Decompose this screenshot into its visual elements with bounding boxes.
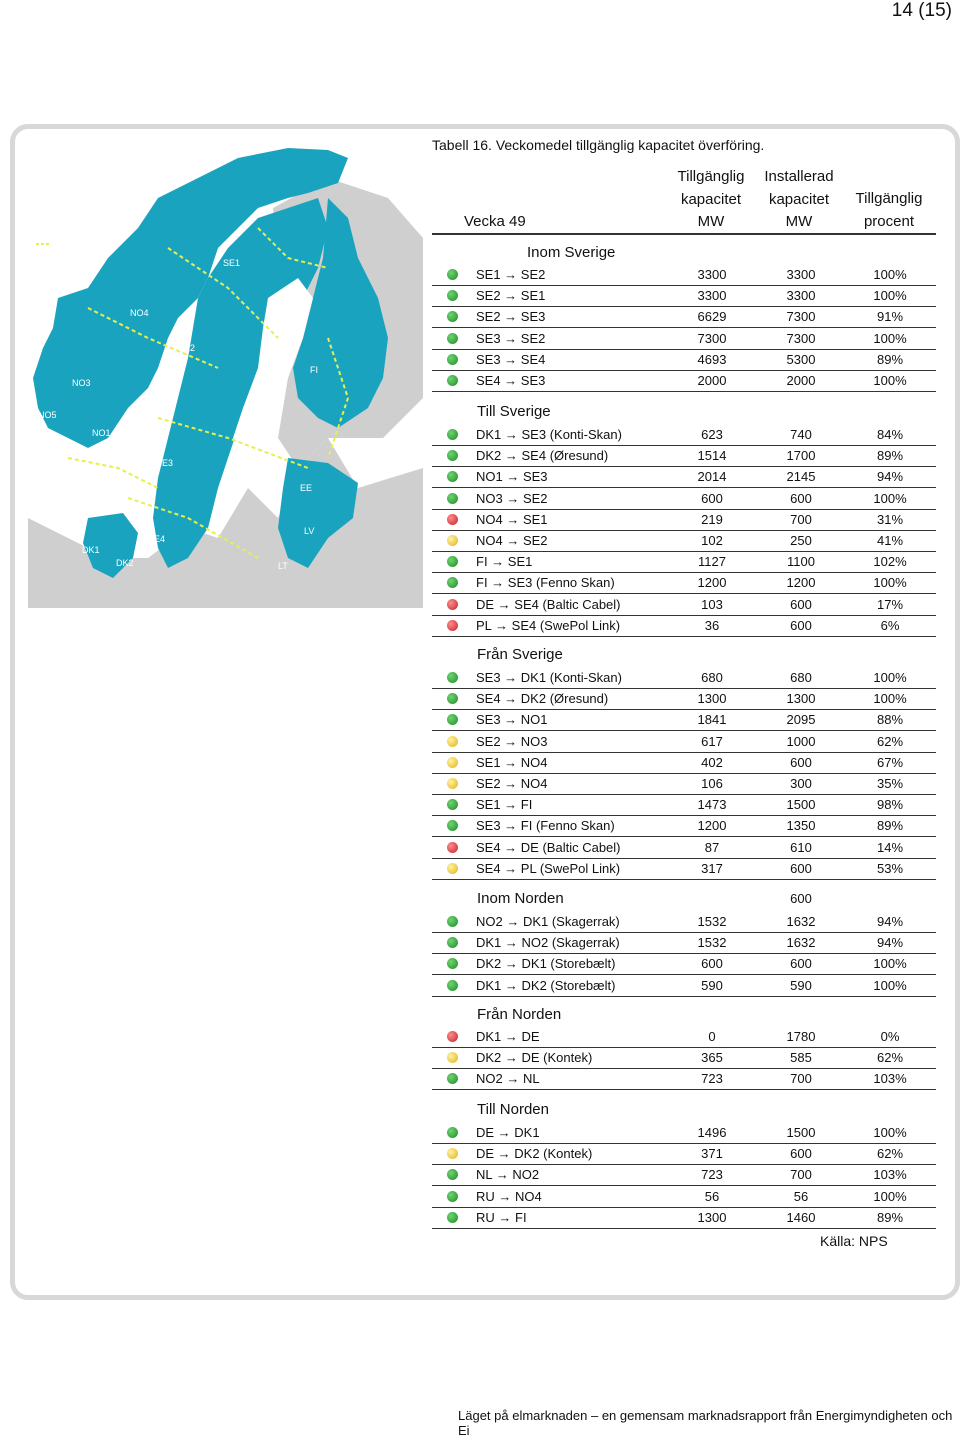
status-green-icon bbox=[447, 799, 458, 810]
table-row bbox=[432, 595, 936, 616]
connection-label: SE3 → SE2 bbox=[476, 330, 546, 346]
available-percent-cell: 53% bbox=[876, 860, 904, 876]
connection-label: SE4 → SE3 bbox=[476, 373, 546, 388]
status-green-icon bbox=[447, 556, 458, 567]
status-yellow-icon bbox=[447, 535, 458, 546]
available-percent-cell: 100% bbox=[873, 670, 907, 685]
installed-capacity-cell: 5300 bbox=[786, 351, 816, 367]
available-capacity-cell: 3300 bbox=[697, 267, 727, 282]
status-yellow-icon bbox=[447, 736, 458, 747]
available-capacity-cell: 4693 bbox=[697, 351, 727, 367]
connection-label: DE → DK1 bbox=[476, 1125, 540, 1140]
installed-capacity-cell: 56 bbox=[793, 1188, 809, 1204]
available-capacity-cell: 600 bbox=[701, 490, 723, 506]
installed-capacity-cell: 1300 bbox=[786, 691, 816, 707]
installed-capacity-cell: 1632 bbox=[786, 935, 816, 951]
available-percent-cell: 89% bbox=[876, 351, 904, 367]
connection-label: DE → DK2 (Kontek) bbox=[476, 1146, 593, 1162]
installed-capacity-cell: 1350 bbox=[786, 818, 816, 834]
available-capacity-cell: 623 bbox=[701, 427, 723, 442]
connection-label: DK1 → SE3 (Konti-Skan) bbox=[476, 427, 622, 442]
status-red-icon bbox=[447, 599, 458, 610]
connection-label: SE4 → DK2 (Øresund) bbox=[476, 691, 609, 707]
available-percent-cell: 100% bbox=[873, 956, 907, 972]
installed-capacity-cell: 1100 bbox=[787, 554, 815, 570]
installed-capacity-cell: 700 bbox=[790, 1167, 812, 1183]
installed-capacity-cell: 610 bbox=[790, 839, 812, 855]
available-percent-cell: 0% bbox=[880, 1029, 900, 1044]
section-title: Från Sverige bbox=[477, 646, 563, 663]
available-percent-cell: 100% bbox=[873, 691, 907, 707]
header-week: Vecka 49 bbox=[464, 213, 526, 230]
connection-label: FI → SE3 (Fenno Skan) bbox=[476, 575, 615, 591]
installed-capacity-cell: 740 bbox=[790, 427, 812, 442]
table-row bbox=[432, 350, 936, 371]
connection-label: SE4 → PL (SwePol Link) bbox=[476, 860, 621, 876]
table-row bbox=[432, 489, 936, 510]
table-row bbox=[432, 859, 936, 880]
section-title: Till Norden bbox=[477, 1101, 549, 1118]
connection-label: DK1 → NO2 (Skagerrak) bbox=[476, 935, 620, 951]
available-percent-cell: 94% bbox=[876, 914, 904, 929]
available-capacity-cell: 1532 bbox=[697, 914, 727, 929]
available-capacity-cell: 87 bbox=[704, 839, 720, 855]
table-row bbox=[432, 1165, 936, 1186]
status-red-icon bbox=[447, 842, 458, 853]
available-percent-cell: 84% bbox=[876, 427, 904, 442]
connection-label: SE3 → SE4 bbox=[476, 351, 546, 367]
available-capacity-cell: 56 bbox=[704, 1188, 720, 1204]
installed-capacity-cell: 250 bbox=[790, 533, 812, 548]
table-row bbox=[432, 912, 936, 933]
status-green-icon bbox=[447, 471, 458, 482]
installed-capacity-cell: 600 bbox=[790, 956, 812, 972]
section-title: Till Sverige bbox=[477, 403, 551, 420]
connection-label: DK2 → SE4 (Øresund) bbox=[476, 448, 609, 464]
available-percent-cell: 31% bbox=[876, 511, 904, 527]
available-capacity-cell: 2000 bbox=[697, 373, 727, 388]
status-green-icon bbox=[447, 269, 458, 280]
available-capacity-cell: 1300 bbox=[697, 1209, 727, 1225]
table-row bbox=[432, 753, 936, 774]
available-percent-cell: 100% bbox=[873, 1125, 907, 1140]
connection-label: NL → NO2 bbox=[476, 1167, 540, 1183]
map-label-ee: EE bbox=[300, 483, 313, 493]
table-row bbox=[432, 1144, 936, 1165]
available-capacity-cell: 1473 bbox=[697, 797, 727, 813]
installed-capacity-cell: 3300 bbox=[786, 267, 816, 282]
status-red-icon bbox=[447, 514, 458, 525]
connection-label: SE1 → SE2 bbox=[476, 267, 546, 282]
table-row bbox=[432, 1187, 936, 1208]
table-row bbox=[432, 510, 936, 531]
available-percent-cell: 88% bbox=[876, 712, 904, 728]
installed-capacity-cell: 700 bbox=[790, 1071, 812, 1087]
available-capacity-cell: 1514 bbox=[697, 448, 727, 464]
status-green-icon bbox=[447, 375, 458, 386]
connection-label: SE4 → DE (Baltic Cabel) bbox=[476, 839, 621, 855]
installed-capacity-cell: 590 bbox=[790, 977, 812, 993]
available-capacity-cell: 0 bbox=[708, 1029, 716, 1044]
installed-capacity-cell: 1632 bbox=[786, 914, 816, 929]
installed-capacity-cell: 600 bbox=[790, 1146, 812, 1162]
available-capacity-cell: 723 bbox=[701, 1071, 723, 1087]
installed-capacity-cell: 1200 bbox=[786, 575, 816, 591]
table-row bbox=[432, 954, 936, 975]
installed-capacity-cell: 600 bbox=[790, 490, 812, 506]
connection-label: DK1 → DE bbox=[476, 1029, 540, 1044]
installed-capacity-cell: 2145 bbox=[786, 469, 816, 485]
connection-label: SE2 → NO4 bbox=[476, 776, 548, 791]
connection-label: RU → NO4 bbox=[476, 1188, 542, 1204]
installed-capacity-cell: 7300 bbox=[786, 330, 816, 346]
available-percent-cell: 89% bbox=[876, 818, 904, 834]
available-percent-cell: 62% bbox=[876, 733, 904, 749]
available-percent-cell: 17% bbox=[876, 596, 904, 612]
status-green-icon bbox=[447, 333, 458, 344]
table-row bbox=[432, 689, 936, 710]
status-green-icon bbox=[447, 714, 458, 725]
connection-label: SE1 → FI bbox=[476, 797, 533, 813]
status-green-icon bbox=[447, 1169, 458, 1180]
available-capacity-cell: 219 bbox=[701, 511, 723, 527]
table-row bbox=[432, 573, 936, 594]
available-capacity-cell: 680 bbox=[701, 670, 723, 685]
available-capacity-cell: 2014 bbox=[697, 469, 727, 485]
available-capacity-cell: 1841 bbox=[697, 712, 727, 728]
table-row bbox=[432, 795, 936, 816]
map-legend: Överföringsnät bbox=[53, 242, 99, 249]
available-capacity-cell: 600 bbox=[701, 956, 723, 972]
available-percent-cell: 89% bbox=[876, 448, 904, 464]
status-green-icon bbox=[447, 937, 458, 948]
connection-label: DK1 → DK2 (Storebælt) bbox=[476, 977, 616, 993]
source-note: Källa: NPS bbox=[820, 1233, 888, 1249]
table-row bbox=[432, 531, 936, 552]
table-row bbox=[432, 1208, 936, 1229]
table-row bbox=[432, 933, 936, 954]
available-capacity-cell: 365 bbox=[701, 1050, 723, 1066]
map-label-se4: SE4 bbox=[148, 534, 166, 544]
table-row bbox=[432, 425, 936, 446]
available-capacity-cell: 723 bbox=[701, 1167, 723, 1183]
available-capacity-cell: 402 bbox=[701, 754, 723, 770]
map-label-lv: LV bbox=[304, 526, 315, 536]
status-yellow-icon bbox=[447, 1052, 458, 1063]
table-row bbox=[432, 816, 936, 837]
available-percent-cell: 41% bbox=[876, 533, 904, 548]
status-green-icon bbox=[447, 1191, 458, 1202]
status-green-icon bbox=[447, 429, 458, 440]
status-green-icon bbox=[447, 1127, 458, 1138]
installed-capacity-cell: 7300 bbox=[786, 309, 816, 325]
status-green-icon bbox=[447, 916, 458, 927]
available-percent-cell: 100% bbox=[873, 977, 907, 993]
available-percent-cell: 35% bbox=[876, 776, 904, 791]
status-red-icon bbox=[447, 1031, 458, 1042]
map-label-no5: NO5 bbox=[38, 410, 57, 420]
available-percent-cell: 100% bbox=[873, 288, 907, 304]
table-row bbox=[432, 552, 936, 573]
available-capacity-cell: 106 bbox=[701, 776, 723, 791]
available-capacity-cell: 317 bbox=[701, 860, 723, 876]
connection-label: FI → SE1 bbox=[476, 554, 533, 570]
table-row bbox=[432, 371, 936, 392]
available-capacity-cell: 36 bbox=[704, 617, 720, 633]
connection-label: SE3 → FI (Fenno Skan) bbox=[476, 818, 615, 834]
installed-capacity-cell: 1700 bbox=[786, 448, 816, 464]
connection-label: SE1 → NO4 bbox=[476, 754, 548, 770]
available-percent-cell: 100% bbox=[873, 373, 907, 388]
table-row bbox=[432, 838, 936, 859]
available-percent-cell: 14% bbox=[876, 839, 904, 855]
map-label-dk2: DK2 bbox=[116, 558, 134, 568]
available-capacity-cell: 3300 bbox=[697, 288, 727, 304]
page-footer: Läget på elmarknaden – en gemensam marknadsrapport från Energimyndigheten och Ei bbox=[458, 1408, 953, 1438]
status-yellow-icon bbox=[447, 863, 458, 874]
installed-capacity-cell: 600 bbox=[790, 617, 812, 633]
available-percent-cell: 94% bbox=[876, 935, 904, 951]
header-installed-capacity: Installerad kapacitet MW bbox=[764, 168, 834, 230]
table-row bbox=[432, 265, 936, 286]
map-label-dk1: DK1 bbox=[82, 545, 100, 555]
available-percent-cell: 6% bbox=[880, 617, 900, 633]
installed-capacity-cell: 600 bbox=[790, 860, 812, 876]
table-row bbox=[432, 616, 936, 637]
table-row bbox=[432, 1048, 936, 1069]
status-green-icon bbox=[447, 450, 458, 461]
connection-label: PL → SE4 (SwePol Link) bbox=[476, 617, 621, 633]
header-available-percent: Tillgänglig procent bbox=[855, 190, 923, 230]
available-percent-cell: 67% bbox=[876, 754, 904, 770]
connection-label: SE2 → SE3 bbox=[476, 309, 546, 325]
map-label-se2: SE2 bbox=[178, 343, 196, 353]
installed-capacity-cell: 1500 bbox=[786, 797, 816, 813]
available-percent-cell: 103% bbox=[873, 1071, 907, 1087]
status-green-icon bbox=[447, 311, 458, 322]
available-percent-cell: 91% bbox=[876, 309, 904, 325]
connection-label: NO4 → SE2 bbox=[476, 533, 548, 548]
status-green-icon bbox=[447, 290, 458, 301]
connection-label: DE → SE4 (Baltic Cabel) bbox=[476, 596, 621, 612]
page-number: 14 (15) bbox=[891, 0, 952, 21]
available-capacity-cell: 371 bbox=[701, 1146, 723, 1162]
available-percent-cell: 98% bbox=[876, 797, 904, 813]
header-divider bbox=[432, 233, 936, 235]
table-row bbox=[432, 446, 936, 467]
status-green-icon bbox=[447, 354, 458, 365]
status-green-icon bbox=[447, 1073, 458, 1084]
available-percent-cell: 100% bbox=[873, 267, 907, 282]
map-label-no1: NO1 bbox=[92, 428, 111, 438]
available-percent-cell: 102% bbox=[873, 554, 907, 570]
map-label-fi: FI bbox=[310, 365, 318, 375]
connection-label: DK2 → DE (Kontek) bbox=[476, 1050, 593, 1066]
connection-label: NO2 → DK1 (Skagerrak) bbox=[476, 914, 620, 929]
status-yellow-icon bbox=[447, 1148, 458, 1159]
connection-label: SE2 → SE1 bbox=[476, 288, 546, 304]
status-green-icon bbox=[447, 672, 458, 683]
table-row bbox=[432, 1027, 936, 1048]
available-capacity-cell: 6629 bbox=[697, 309, 727, 325]
table-row bbox=[432, 732, 936, 753]
connection-label: NO2 → NL bbox=[476, 1071, 540, 1087]
available-percent-cell: 62% bbox=[876, 1146, 904, 1162]
available-percent-cell: 94% bbox=[876, 469, 904, 485]
connection-label: RU → FI bbox=[476, 1209, 527, 1225]
available-capacity-cell: 1200 bbox=[697, 575, 727, 591]
map-label-no3: NO3 bbox=[72, 378, 91, 388]
installed-capacity-cell: 1000 bbox=[786, 733, 816, 749]
installed-capacity-cell: 3300 bbox=[786, 288, 816, 304]
available-capacity-cell: 7300 bbox=[697, 330, 727, 346]
available-capacity-cell: 617 bbox=[701, 733, 723, 749]
available-percent-cell: 103% bbox=[873, 1167, 907, 1183]
available-percent-cell: 89% bbox=[876, 1209, 904, 1225]
available-percent-cell: 100% bbox=[873, 575, 907, 591]
available-percent-cell: 100% bbox=[873, 1188, 907, 1204]
map-label-no4: NO4 bbox=[130, 308, 149, 318]
table-caption: Tabell 16. Veckomedel tillgänglig kapacitet överföring. bbox=[432, 137, 765, 153]
connection-label: SE3 → DK1 (Konti-Skan) bbox=[476, 670, 622, 685]
connection-label: NO3 → SE2 bbox=[476, 490, 548, 506]
table-row bbox=[432, 774, 936, 795]
table-row bbox=[432, 467, 936, 488]
table-row bbox=[432, 329, 936, 350]
section-title: Inom Sverige bbox=[527, 244, 616, 261]
available-percent-cell: 100% bbox=[873, 330, 907, 346]
installed-capacity-cell: 600 bbox=[790, 596, 812, 612]
table-row bbox=[432, 976, 936, 997]
available-capacity-cell: 590 bbox=[701, 977, 723, 993]
map-label-se1: SE1 bbox=[223, 258, 241, 268]
installed-capacity-cell: 1500 bbox=[786, 1125, 816, 1140]
available-capacity-cell: 1532 bbox=[697, 935, 727, 951]
table-row bbox=[432, 710, 936, 731]
status-red-icon bbox=[447, 620, 458, 631]
connection-label: NO1 → SE3 bbox=[476, 469, 548, 485]
installed-capacity-cell: 680 bbox=[790, 670, 812, 685]
map-label-lt: LT bbox=[278, 561, 288, 571]
status-green-icon bbox=[447, 980, 458, 991]
available-capacity-cell: 102 bbox=[701, 533, 723, 548]
status-green-icon bbox=[447, 493, 458, 504]
connection-label: SE2 → NO3 bbox=[476, 733, 548, 749]
connection-label: NO4 → SE1 bbox=[476, 511, 548, 527]
status-yellow-icon bbox=[447, 757, 458, 768]
status-green-icon bbox=[447, 820, 458, 831]
connection-label: SE3 → NO1 bbox=[476, 712, 548, 728]
installed-capacity-cell: 585 bbox=[790, 1050, 812, 1066]
section-title-value: 600 bbox=[790, 891, 812, 906]
section-title: Inom Norden bbox=[477, 890, 564, 907]
installed-capacity-cell: 1780 bbox=[786, 1029, 816, 1044]
available-capacity-cell: 103 bbox=[701, 596, 723, 612]
available-capacity-cell: 1200 bbox=[697, 818, 727, 834]
status-green-icon bbox=[447, 958, 458, 969]
map-label-se3: SE3 bbox=[156, 458, 174, 468]
available-percent-cell: 100% bbox=[873, 490, 907, 506]
table-row bbox=[432, 668, 936, 689]
installed-capacity-cell: 300 bbox=[790, 776, 812, 791]
map-label-no2: NO2 bbox=[58, 473, 77, 483]
installed-capacity-cell: 1460 bbox=[786, 1209, 816, 1225]
nordic-transmission-map bbox=[28, 138, 423, 608]
status-green-icon bbox=[447, 577, 458, 588]
installed-capacity-cell: 2000 bbox=[786, 373, 816, 388]
table-row bbox=[432, 1069, 936, 1090]
table-row bbox=[432, 307, 936, 328]
available-capacity-cell: 1496 bbox=[697, 1125, 727, 1140]
installed-capacity-cell: 700 bbox=[790, 511, 812, 527]
table-row bbox=[432, 286, 936, 307]
available-capacity-cell: 1127 bbox=[698, 554, 726, 570]
header-available-capacity: Tillgänglig kapacitet MW bbox=[677, 168, 745, 230]
status-green-icon bbox=[447, 1212, 458, 1223]
status-yellow-icon bbox=[447, 778, 458, 789]
installed-capacity-cell: 600 bbox=[790, 754, 812, 770]
status-green-icon bbox=[447, 693, 458, 704]
section-title: Från Norden bbox=[477, 1006, 562, 1023]
connection-label: DK2 → DK1 (Storebælt) bbox=[476, 956, 616, 972]
available-capacity-cell: 1300 bbox=[697, 691, 727, 707]
installed-capacity-cell: 2095 bbox=[786, 712, 816, 728]
table-row bbox=[432, 1123, 936, 1144]
available-percent-cell: 62% bbox=[876, 1050, 904, 1066]
